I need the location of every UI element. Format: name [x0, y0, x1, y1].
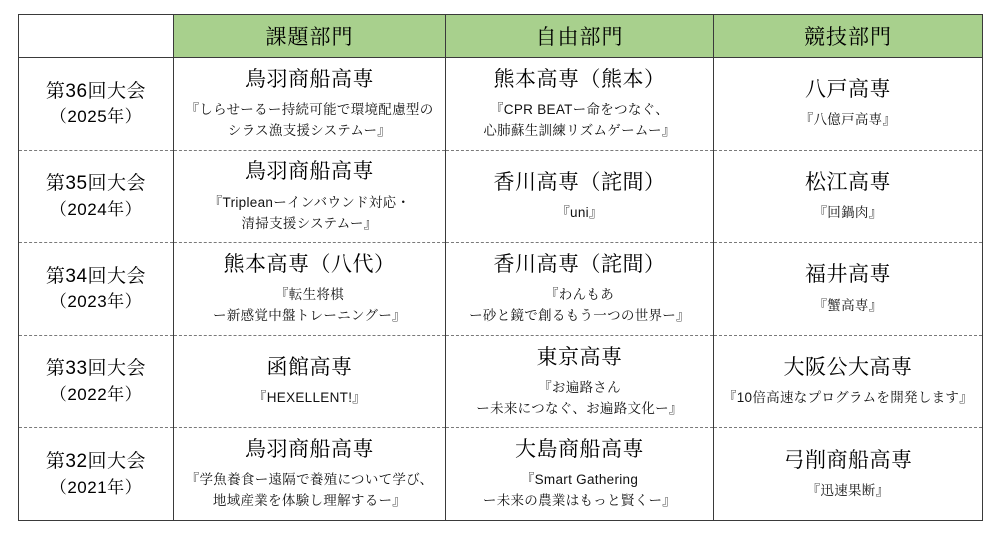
- work-title-line: 『迅速果断』: [806, 482, 890, 498]
- work-title-line: ー砂と鏡で創るもう一つの世界ー』: [469, 308, 690, 324]
- table-header: [19, 15, 983, 58]
- row-edition-cell: [19, 428, 174, 521]
- school-name: 八戸高専: [805, 78, 891, 102]
- work-title: [180, 193, 439, 235]
- work-title-line: 地域産業を体験し理解するー』: [212, 493, 407, 509]
- cell-kadai: [174, 428, 446, 521]
- school-name: 鳥羽商船高専: [245, 67, 374, 91]
- work-title: [720, 388, 976, 409]
- table-row: [19, 58, 983, 151]
- work-title: [452, 100, 707, 142]
- cell-jiyu: [446, 243, 714, 336]
- school-name: 鳥羽商船高専: [245, 160, 374, 184]
- table-row: [19, 428, 983, 521]
- work-title-line: 『回鍋肉』: [813, 205, 883, 221]
- work-title: [720, 110, 976, 131]
- edition-year: （2021年）: [49, 477, 143, 497]
- work-title-line: 『蟹高専』: [813, 297, 883, 313]
- work-title-line: ー未来につなぐ、お遍路文化ー』: [476, 400, 683, 416]
- header-row: [19, 15, 983, 58]
- cell-kyogi: [714, 58, 983, 151]
- work-title-line: 『HEXELLENT!』: [252, 390, 367, 406]
- column-header-kyogi: 競技部門: [714, 15, 983, 58]
- work-title-line: 『CPR BEATー命をつなぐ、: [489, 102, 670, 118]
- cell-kadai: [174, 243, 446, 336]
- school-name: 鳥羽商船高専: [245, 438, 374, 462]
- school-name: 香川高専（詫間）: [493, 170, 666, 194]
- work-title-line: 『uni』: [556, 205, 603, 221]
- header-corner-cell: [19, 15, 174, 58]
- award-results-table: [18, 14, 983, 521]
- work-title-line: 『Smart Gathering: [520, 472, 639, 488]
- row-edition-cell: [19, 58, 174, 151]
- work-title: [452, 203, 707, 224]
- cell-jiyu: [446, 150, 714, 243]
- cell-jiyu: [446, 58, 714, 151]
- row-edition-cell: [19, 335, 174, 428]
- work-title-line: 『Tripleanーインバウンド対応・: [208, 194, 411, 210]
- cell-kyogi: [714, 243, 983, 336]
- school-name: 大島商船高専: [515, 438, 644, 462]
- edition-year: （2023年）: [49, 292, 143, 312]
- work-title-line: 清掃支援システムー』: [241, 215, 378, 231]
- work-title-line: 『八億戸高専』: [799, 112, 897, 128]
- edition-label: 第32回大会: [45, 451, 147, 473]
- cell-kadai: [174, 150, 446, 243]
- school-name: 熊本高専（熊本）: [493, 67, 666, 91]
- work-title: [452, 285, 707, 327]
- row-edition-cell: [19, 150, 174, 243]
- work-title-line: 『わんもあ: [545, 287, 614, 303]
- work-title-line: シラス漁支援システムー』: [227, 122, 392, 138]
- work-title: [180, 285, 439, 327]
- work-title: [452, 378, 707, 420]
- cell-kadai: [174, 58, 446, 151]
- work-title-line: 心肺蘇生訓練リズムゲームー』: [483, 122, 676, 138]
- table-body: [19, 58, 983, 521]
- school-name: 大阪公大高専: [783, 355, 913, 379]
- edition-year: （2025年）: [49, 107, 143, 127]
- row-edition-cell: [19, 243, 174, 336]
- cell-kadai: [174, 335, 446, 428]
- table-row: [19, 150, 983, 243]
- work-title-line: ー未来の農業はもっと賢くー』: [482, 493, 677, 509]
- work-title-line: 『学魚養食ー遠隔で養殖について学び、: [185, 472, 434, 488]
- table-row: [19, 243, 983, 336]
- column-header-jiyu: 自由部門: [446, 15, 714, 58]
- school-name: 松江高専: [805, 170, 891, 194]
- edition-label: 第33回大会: [45, 358, 147, 380]
- work-title-line: ー新感覚中盤トレーニングー』: [213, 308, 406, 324]
- cell-kyogi: [714, 335, 983, 428]
- edition-label: 第35回大会: [45, 173, 147, 195]
- work-title: [180, 100, 439, 142]
- school-name: 弓削商船高専: [783, 448, 913, 472]
- cell-kyogi: [714, 150, 983, 243]
- work-title: [180, 470, 439, 512]
- work-title: [720, 481, 976, 502]
- column-header-kadai: 課題部門: [174, 15, 446, 58]
- work-title: [720, 296, 976, 317]
- work-title-line: 『転生将棋: [275, 287, 344, 303]
- edition-year: （2022年）: [49, 385, 143, 405]
- cell-jiyu: [446, 335, 714, 428]
- work-title: [180, 388, 439, 409]
- edition-label: 第34回大会: [45, 265, 147, 287]
- school-name: 福井高専: [805, 263, 891, 287]
- work-title: [452, 470, 707, 512]
- work-title: [720, 203, 976, 224]
- cell-jiyu: [446, 428, 714, 521]
- edition-year: （2024年）: [49, 199, 143, 219]
- table-row: [19, 335, 983, 428]
- school-name: 東京高専: [536, 345, 623, 369]
- school-name: 香川高専（詫間）: [493, 252, 666, 276]
- work-title-line: 『お遍路さん: [538, 379, 621, 395]
- cell-kyogi: [714, 428, 983, 521]
- school-name: 函館高専: [266, 355, 353, 379]
- edition-label: 第36回大会: [45, 80, 147, 102]
- school-name: 熊本高専（八代）: [223, 252, 396, 276]
- work-title-line: 『しらせーるー持続可能で環境配慮型の: [185, 102, 434, 118]
- work-title-line: 『10倍高速なプログラムを開発します』: [722, 390, 974, 406]
